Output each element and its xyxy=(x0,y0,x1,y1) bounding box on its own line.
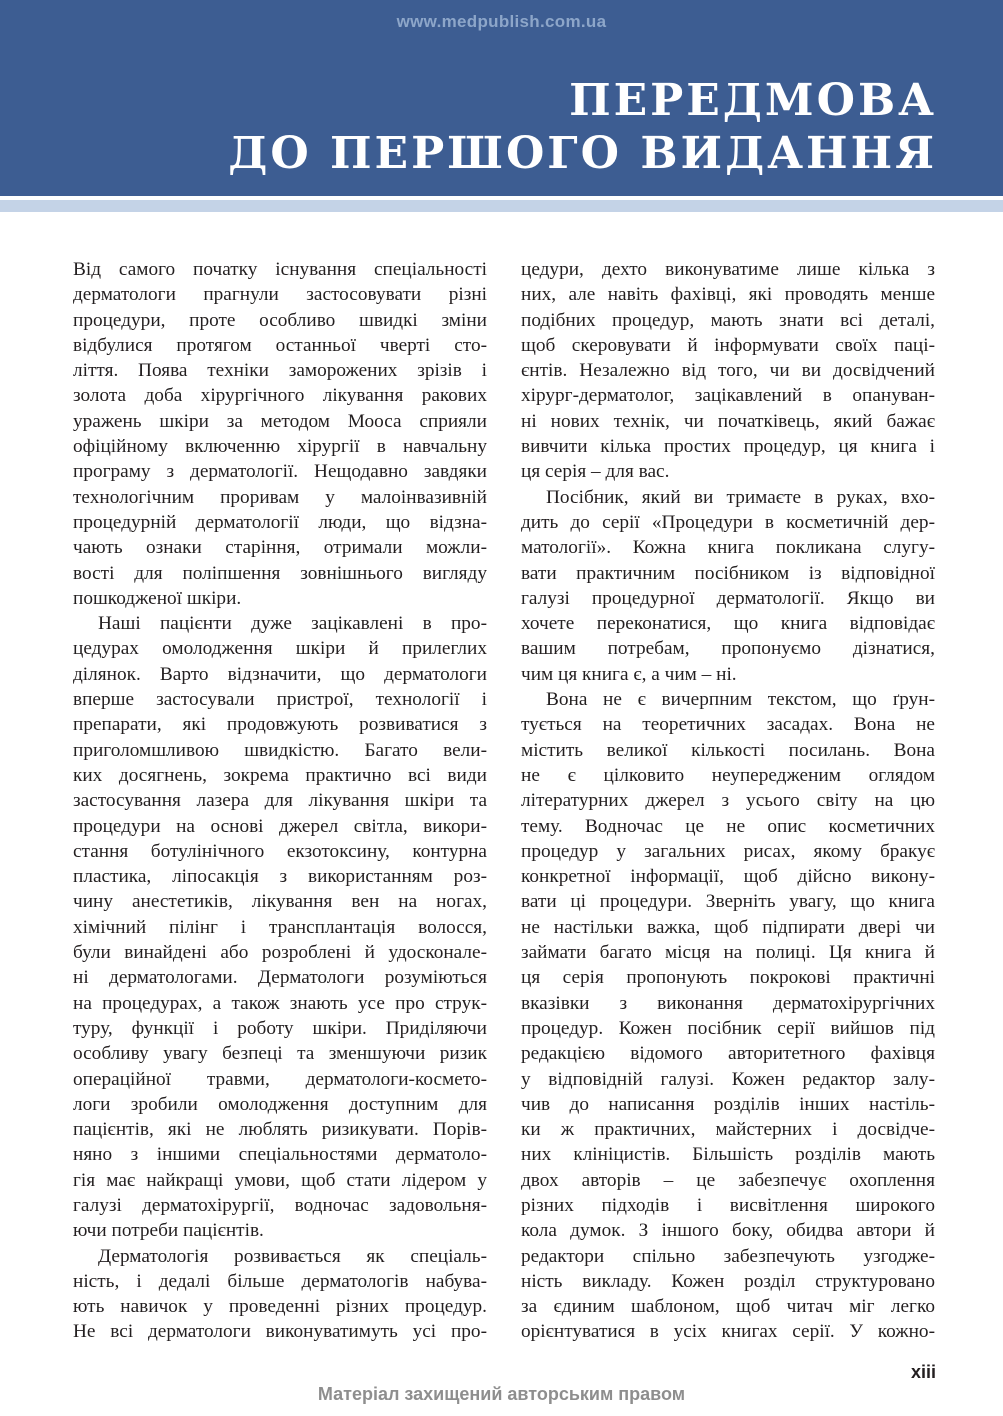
text-column-left xyxy=(73,257,487,1345)
text-line: за єдиним шаблоном, щоб читач міг легко xyxy=(521,1296,935,1318)
text-line: ліття. Поява техніки заморожених зрізів і xyxy=(73,360,487,382)
text-line: хімічний пілінг і трансплантація волосся, xyxy=(73,916,487,938)
text-line: чину анестетиків, лікування вен на ногах, xyxy=(73,891,487,913)
text-line: хірург-дерматолог, зацікавлений в опануван- xyxy=(521,385,935,407)
text-line: логи зробили омолодження доступним для xyxy=(73,1093,487,1115)
text-line: няно з іншими спеціальностями дерматоло- xyxy=(73,1144,487,1166)
text-line: тему. Водночас це не опис косметичних xyxy=(521,815,935,837)
text-line: галузі дерматохірургії, водночас задовольня- xyxy=(73,1194,487,1216)
text-line: єнтів. Незалежно від того, чи ви досвідчений xyxy=(521,360,935,382)
text-line: процедур. Кожен посібник серії вийшов під xyxy=(521,1017,935,1039)
text-line: містить великої кількості посилань. Вона xyxy=(521,739,935,761)
text-line: приголомшливою швидкістю. Багато вели- xyxy=(73,739,487,761)
text-line: пластика, ліпосакція з використанням роз- xyxy=(73,866,487,888)
text-line: орієнтуватися в усіх книгах серії. У кожно- xyxy=(521,1321,935,1343)
text-line: на процедурах, а також знають усе про струк- xyxy=(73,992,487,1014)
text-line: редакцією відомого авторитетного фахівця xyxy=(521,1043,935,1065)
text-line: Вона не є вичерпним текстом, що ґрун- xyxy=(546,689,935,711)
text-line: двох авторів – це забезпечує охоплення xyxy=(521,1169,935,1191)
text-line: вашим потребам, пропонуємо дізнатися, xyxy=(521,638,935,660)
text-line: них клініцистів. Більшість розділів мають xyxy=(521,1144,935,1166)
text-line: ють навичок у проведенні різних процедур. xyxy=(73,1296,487,1318)
text-line: дить до серії «Процедури в косметичній дер- xyxy=(521,511,935,533)
text-line: вказівки з виконання дерматохірургічних xyxy=(521,992,935,1014)
copyright-watermark: Матеріал захищений авторським правом xyxy=(317,1384,686,1404)
text-line: хочете переконатися, що книга відповідає xyxy=(521,613,935,635)
chapter-title xyxy=(228,74,937,180)
top-watermark-url: www.medpublish.com.ua xyxy=(396,12,607,31)
text-line: уражень шкіри за методом Мооса сприяли xyxy=(73,410,487,432)
text-line: процедур у загальних рисах, якому бракує xyxy=(521,840,935,862)
text-line: операційної травми, дерматологи-космето- xyxy=(73,1068,487,1090)
text-line: відбулися протягом останньої чверті сто- xyxy=(73,334,487,356)
text-line: пошкодженої шкіри. xyxy=(73,587,242,609)
text-line: конкретної інформації, щоб дійсно викону- xyxy=(521,866,935,888)
header-divider-light-blue xyxy=(0,200,1003,212)
text-line: чають ознаки старіння, отримали можли- xyxy=(73,537,487,559)
text-line: препарати, які продовжують розвиватися з xyxy=(73,714,487,736)
paragraph xyxy=(73,1244,487,1345)
text-line: Не всі дерматологи виконуватимуть усі про- xyxy=(73,1321,487,1343)
paragraph xyxy=(73,611,487,1243)
text-line: Від самого початку існування спеціальності xyxy=(73,259,487,280)
text-line: галузі процедурної дерматології. Якщо ви xyxy=(521,587,935,609)
text-line: матології». Кожна книга покликана слугу- xyxy=(521,537,935,559)
text-line: не є цілковито неупередженим оглядом xyxy=(521,764,935,786)
text-line: ність, і дедалі більше дерматологів набува- xyxy=(73,1270,487,1292)
text-line: ділянок. Варто відзначити, що дерматологи xyxy=(73,663,487,685)
text-line: були винайдені або розроблені й удосконале- xyxy=(73,942,487,964)
text-line: ючи потреби пацієнтів. xyxy=(73,1220,264,1242)
chapter-title-line-1: ПЕРЕДМОВА xyxy=(569,75,937,126)
text-line: туру, функції і роботу шкіри. Приділяючи xyxy=(73,1017,487,1039)
text-line: Дерматологія розвивається як спеціаль- xyxy=(98,1245,487,1267)
text-line: вивчити кілька простих процедур, ця книга і xyxy=(521,436,935,458)
text-line: Посібник, який ви тримаєте в руках, вхо- xyxy=(546,486,935,508)
text-line: процедурній дерматології люди, що відзна- xyxy=(73,511,487,533)
text-line: вати практичним посібником із відповідної xyxy=(521,562,935,584)
text-line: офіційному включенню хірургії в навчальну xyxy=(73,436,487,458)
paragraph xyxy=(521,687,935,1345)
text-line: процедури на основі джерел світла, викори- xyxy=(73,815,487,837)
text-line: застосування лазера для лікування шкіри та xyxy=(73,790,487,812)
text-line: ність викладу. Кожен розділ структуровано xyxy=(521,1270,935,1292)
text-line: чив до написання розділів інших настіль- xyxy=(521,1093,935,1115)
text-line: технологічним проривам у малоінвазивній xyxy=(73,486,487,508)
text-line: цедурах омолодження шкіри й прилеглих xyxy=(73,638,487,660)
chapter-header-banner xyxy=(0,0,1003,196)
text-line: них, але навіть фахівці, які проводять менше xyxy=(521,284,935,306)
paragraph xyxy=(521,485,935,687)
text-line: вати ці процедури. Зверніть увагу, що книга xyxy=(521,891,935,913)
text-line: вості для поліпшення зовнішнього вигляду xyxy=(73,562,487,584)
text-line: дерматологи прагнули застосовувати різні xyxy=(73,284,487,306)
chapter-title-line-2: ДО ПЕРШОГО ВИДАННЯ xyxy=(228,128,937,179)
text-line: Наші пацієнти дуже зацікавлені в про- xyxy=(98,613,487,635)
paragraph xyxy=(521,257,935,485)
text-line: золота доба хірургічного лікування ракових xyxy=(73,385,487,407)
text-line: цедури, дехто виконуватиме лише кілька з xyxy=(521,259,935,280)
text-line: програму з дерматології. Нещодавно завдяки xyxy=(73,461,487,483)
text-column-right xyxy=(521,257,935,1345)
text-line: різних підходів і висвітлення широкого xyxy=(521,1194,935,1216)
text-line: редактори спільно забезпечують узгодже- xyxy=(521,1245,935,1267)
text-line: займати багато місця на полиці. Ця книга й xyxy=(521,942,935,964)
text-line: ні нових технік, чи початківець, який бажає xyxy=(521,410,935,432)
page-number: xiii xyxy=(910,1362,936,1382)
text-line: у відповідній галузі. Кожен редактор залу- xyxy=(521,1068,935,1090)
text-line: ки ж практичних, майстерних і досвідче- xyxy=(521,1119,935,1141)
text-line: ких досягнень, зокрема практично всі види xyxy=(73,764,487,786)
paragraph xyxy=(73,257,487,611)
text-line: не настільки важка, щоб підпирати двері чи xyxy=(521,916,935,938)
text-line: ця серія пропонують покрокові практичні xyxy=(521,967,935,989)
text-line: подібних процедур, мають знати всі деталі, xyxy=(521,309,935,331)
text-line: гія має найкращі умови, щоб стати лідером у xyxy=(73,1169,487,1191)
text-line: кола думок. З іншого боку, обидва автори й xyxy=(521,1220,935,1242)
text-line: пацієнтів, які не люблять ризикувати. Порів- xyxy=(73,1119,487,1141)
text-line: чим ця книга є, а чим – ні. xyxy=(521,663,737,685)
text-line: процедури, проте особливо швидкі зміни xyxy=(73,309,487,331)
text-line: вперше застосували пристрої, технології і xyxy=(73,689,487,711)
text-line: тується на теоретичних засадах. Вона не xyxy=(521,714,935,736)
text-line: ні дерматологами. Дерматологи розуміються xyxy=(73,967,487,989)
text-line: ця серія – для вас. xyxy=(521,461,670,483)
text-line: літературних джерел з усього світу на цю xyxy=(521,790,935,812)
text-line: особливу увагу безпеці та зменшуючи ризик xyxy=(73,1043,487,1065)
text-line: щоб скеровувати й інформувати своїх паці- xyxy=(521,334,935,356)
text-line: стання ботулінічного екзотоксину, контурна xyxy=(73,840,487,862)
